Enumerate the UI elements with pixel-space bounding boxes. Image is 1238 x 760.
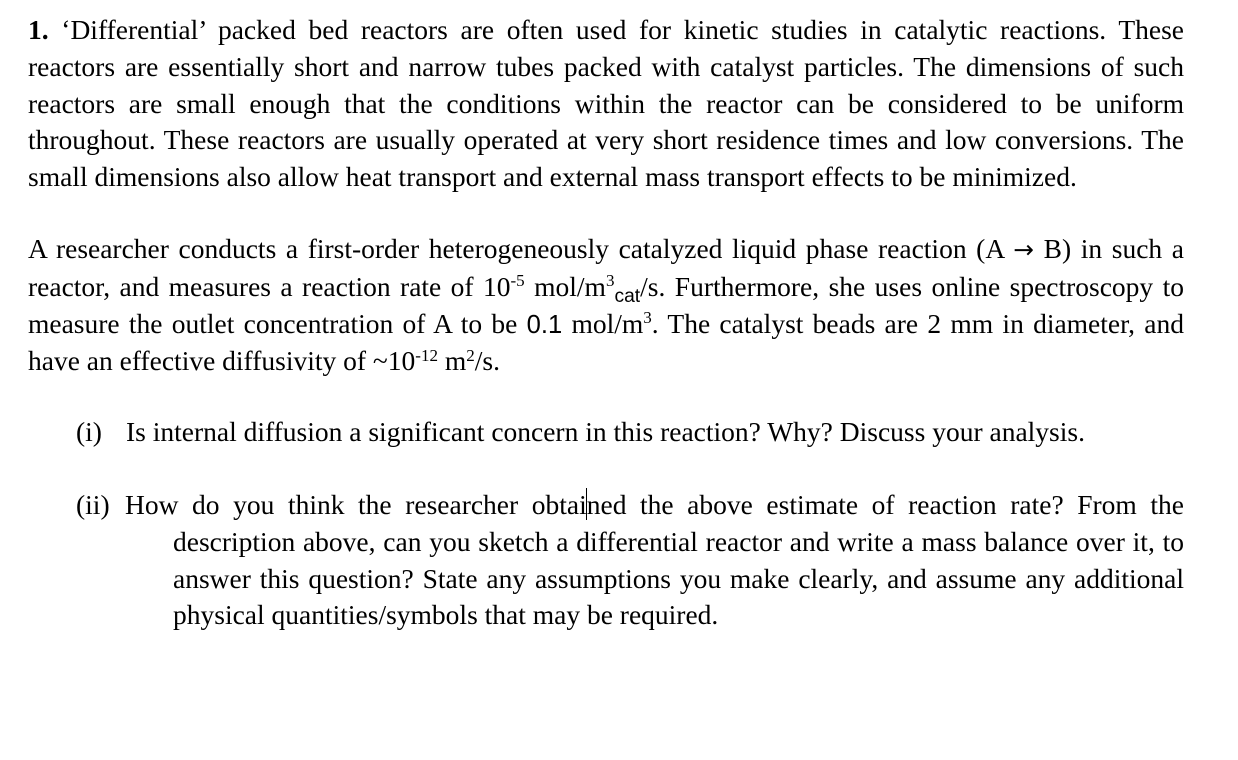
scenario-paragraph [28,231,1184,380]
question-ii-text-b: ned the above estimate of reaction rate? From the description above, can you sketch a differential reactor and write a mass balance over it, to answer this question? State any assumptions you make clearly, and assume any additional physical quantities/symbols that may be required. [173,488,1184,631]
scenario-text-5: mol/m [562,307,644,339]
question-i [28,414,1184,451]
scenario-text-1: A researcher conducts a first-order heterogeneously catalyzed liquid phase reaction (A [28,232,1014,264]
rate-exponent: -5 [510,271,525,291]
diffusivity-exponent: -12 [415,346,438,365]
area-exponent: 2 [466,346,475,365]
intro-paragraph [28,12,1184,196]
scenario-text-8: /s. [474,345,500,377]
problem-number: 1. [28,14,49,45]
outlet-concentration: 0.1 [526,310,563,339]
reaction-arrow-icon: → [1013,234,1035,264]
question-ii [28,487,1184,634]
question-i-text: Is internal diffusion a significant concern in this reaction? Why? Discuss your analysis. [126,416,1085,448]
question-list [28,414,1184,634]
document-page [28,12,1184,634]
scenario-text-3: mol/m [524,270,606,302]
question-ii-label: (ii) [76,488,110,520]
scenario-text-2: B) in such a reactor, and measures a reaction rate of 10 [28,232,1184,302]
question-i-label: (i) [76,416,102,448]
volume-exponent: 3 [605,271,615,291]
question-ii-body [125,487,1184,634]
question-ii-text-a: How do you think the researcher obtai [125,488,587,520]
concentration-exponent: 3 [643,308,652,328]
scenario-text-7: m [438,345,467,377]
cat-subscript: cat [614,285,641,307]
intro-text: ‘Differential’ packed bed reactors are often used for kinetic studies in catalytic reactions. These reactors are essentially short and narrow tubes packed with catalyst particles. The dimensions of such reactors are small enough that the conditions within the reactor can be considered to be uniform throughout. These reactors are usually operated at very short residence times and low conversions. The small dimensions also allow heat transport and external mass transport effects to be minimized. [28,14,1184,193]
scenario-text-4: /s. Furthermore, she uses online spectroscopy to measure the outlet concentration of A to be [28,270,1184,339]
scenario-text-6: . The catalyst beads are 2 mm in diameter, and have an effective diffusivity of ~10 [28,307,1185,377]
